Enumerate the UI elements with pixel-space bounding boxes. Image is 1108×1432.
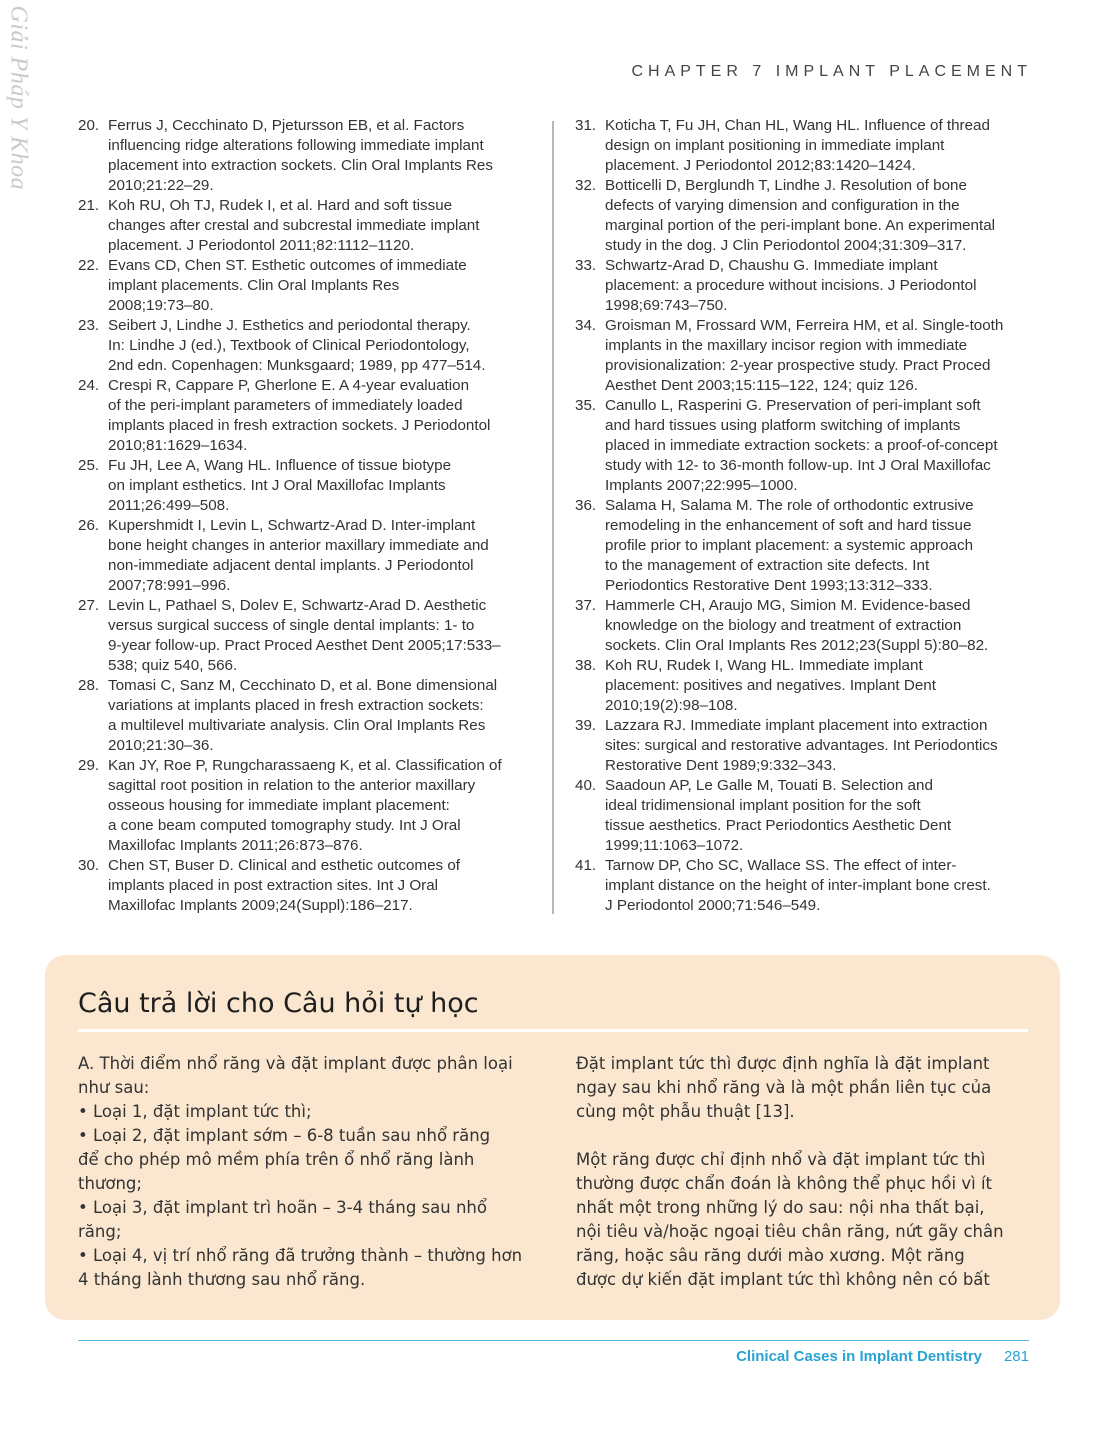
reference-item [78, 256, 538, 316]
reference-item [78, 516, 538, 596]
reference-text [605, 656, 1040, 716]
reference-line: Fu JH, Lee A, Wang HL. Influence of tissue biotype [108, 457, 452, 474]
reference-number: 30. [78, 857, 100, 874]
column-divider [552, 121, 554, 914]
reference-line: Kupershmidt I, Levin L, Schwartz-Arad D. Inter-implant [108, 517, 476, 534]
reference-line: placement: positives and negatives. Implant Dent [605, 677, 936, 694]
reference-line: sagittal root position in relation to the anterior maxillary [108, 777, 476, 794]
answers-title: Câu trả lời cho Câu hỏi tự học [78, 988, 479, 1019]
reference-line: In: Lindhe J (ed.), Textbook of Clinical Periodontology, [108, 337, 470, 354]
reference-line: 2010;21:22–29. [108, 177, 214, 194]
reference-line: 2010;19(2):98–108. [605, 697, 738, 714]
reference-line: Lazzara RJ. Immediate implant placement into extraction [605, 717, 988, 734]
reference-item [78, 116, 538, 196]
reference-number: 35. [575, 397, 597, 414]
reference-line: Chen ST, Buser D. Clinical and esthetic outcomes of [108, 857, 461, 874]
reference-item [575, 656, 1040, 716]
reference-number: 40. [575, 777, 597, 794]
reference-line: Hammerle CH, Araujo MG, Simion M. Evidence-based [605, 597, 971, 614]
reference-line: design on implant positioning in immediate implant [605, 137, 945, 154]
reference-number: 33. [575, 257, 597, 274]
reference-line: placed in immediate extraction sockets: a proof-of-concept [605, 437, 998, 454]
reference-text [605, 856, 1040, 916]
answer-line: thương; [78, 1174, 142, 1193]
reference-number: 32. [575, 177, 597, 194]
reference-number: 38. [575, 657, 597, 674]
reference-item [575, 316, 1040, 396]
reference-item [575, 396, 1040, 496]
reference-line: marginal portion of the peri-implant bone. An experimental [605, 217, 996, 234]
reference-line: implants in the maxillary incisor region with immediate [605, 337, 968, 354]
reference-line: 2011;26:499–508. [108, 497, 230, 514]
answer-line: Đặt implant tức thì được định nghĩa là đặt implant [576, 1054, 990, 1073]
reference-line: Periodontics Restorative Dent 1993;13:312–333. [605, 577, 933, 594]
reference-line: sites: surgical and restorative advantages. Int Periodontics [605, 737, 998, 754]
references-left-column [78, 116, 538, 916]
reference-item [78, 316, 538, 376]
reference-line: variations at implants placed in fresh extraction sockets: [108, 697, 484, 714]
answer-line: • Loại 3, đặt implant trì hoãn – 3-4 tháng sau nhổ [78, 1198, 487, 1217]
reference-line: changes after crestal and subcrestal immediate implant [108, 217, 480, 234]
reference-line: Crespi R, Cappare P, Gherlone E. A 4-year evaluation [108, 377, 470, 394]
answer-line: Một răng được chỉ định nhổ và đặt implant tức thì [576, 1150, 986, 1169]
reference-item [78, 456, 538, 516]
reference-text [605, 396, 1040, 496]
reference-line: remodeling in the enhancement of soft and hard tissue [605, 517, 972, 534]
reference-number: 21. [78, 197, 100, 214]
watermark [0, 5, 40, 191]
reference-line: sockets. Clin Oral Implants Res 2012;23(Suppl 5):80–82. [605, 637, 989, 654]
reference-line: implants placed in post extraction sites. Int J Oral [108, 877, 439, 894]
reference-line: implant placements. Clin Oral Implants Res [108, 277, 400, 294]
reference-item [78, 196, 538, 256]
reference-line: 1998;69:743–750. [605, 297, 728, 314]
reference-line: 538; quiz 540, 566. [108, 657, 238, 674]
reference-line: a cone beam computed tomography study. Int J Oral [108, 817, 461, 834]
reference-line: Tarnow DP, Cho SC, Wallace SS. The effect of inter- [605, 857, 957, 874]
reference-line: placement. J Periodontol 2012;83:1420–1424. [605, 157, 916, 174]
reference-line: on implant esthetics. Int J Oral Maxillofac Implants [108, 477, 446, 494]
reference-text [605, 176, 1040, 256]
answer-line: thường được chẩn đoán là không thể phục hồi vì ít [576, 1174, 993, 1193]
reference-text [605, 496, 1040, 596]
reference-line: Maxillofac Implants 2009;24(Suppl):186–217. [108, 897, 413, 914]
reference-item [575, 176, 1040, 256]
reference-line: Tomasi C, Sanz M, Cecchinato D, et al. Bone dimensional [108, 677, 498, 694]
reference-line: tissue aesthetics. Pract Periodontics Aesthetic Dent [605, 817, 952, 834]
reference-item [78, 756, 538, 856]
answer-line: được dự kiến đặt implant tức thì không nên có bất [576, 1270, 990, 1289]
reference-item [575, 716, 1040, 776]
reference-line: Groisman M, Frossard WM, Ferreira HM, et al. Single-tooth [605, 317, 1004, 334]
reference-text [108, 316, 538, 376]
reference-text [108, 516, 538, 596]
reference-line: versus surgical success of single dental implants: 1- to [108, 617, 475, 634]
reference-text [108, 596, 538, 676]
reference-line: ideal tridimensional implant position for the soft [605, 797, 921, 814]
reference-line: influencing ridge alterations following immediate implant [108, 137, 484, 154]
reference-line: Ferrus J, Cecchinato D, Pjetursson EB, et al. Factors [108, 117, 465, 134]
reference-text [108, 676, 538, 756]
reference-line: placement. J Periodontol 2011;82:1112–1120. [108, 237, 415, 254]
answer-line: cùng một phẫu thuật [13]. [576, 1102, 795, 1121]
reference-number: 29. [78, 757, 100, 774]
reference-line: implant distance on the height of inter-implant bone crest. [605, 877, 991, 894]
reference-line: Salama H, Salama M. The role of orthodontic extrusive [605, 497, 974, 514]
reference-item [78, 676, 538, 756]
reference-line: Canullo L, Rasperini G. Preservation of peri-implant soft [605, 397, 981, 414]
reference-item [575, 496, 1040, 596]
answer-line: nhất một trong những lý do sau: nội nha thất bại, [576, 1198, 985, 1217]
reference-line: and hard tissues using platform switching of implants [605, 417, 961, 434]
footer-journal-title: Clinical Cases in Implant Dentistry [736, 1348, 982, 1365]
reference-line: 2010;81:1629–1634. [108, 437, 248, 454]
reference-number: 41. [575, 857, 597, 874]
reference-line: Evans CD, Chen ST. Esthetic outcomes of immediate [108, 257, 467, 274]
reference-text [605, 256, 1040, 316]
answer-line: ngay sau khi nhổ răng và là một phần liên tục của [576, 1078, 992, 1097]
reference-line: Koticha T, Fu JH, Chan HL, Wang HL. Influence of thread [605, 117, 990, 134]
reference-line: knowledge on the biology and treatment of extraction [605, 617, 962, 634]
reference-line: 2007;78:991–996. [108, 577, 231, 594]
answer-line: răng, hoặc sâu răng dưới mào xương. Một răng [576, 1246, 965, 1265]
reference-item [575, 776, 1040, 856]
reference-line: 2008;19:73–80. [108, 297, 214, 314]
reference-text [605, 716, 1040, 776]
reference-line: Botticelli D, Berglundh T, Lindhe J. Resolution of bone [605, 177, 967, 194]
reference-number: 36. [575, 497, 597, 514]
reference-line: a multilevel multivariate analysis. Clin Oral Implants Res [108, 717, 486, 734]
reference-text [108, 376, 538, 456]
reference-item [575, 596, 1040, 656]
footer-rule [78, 1340, 1029, 1341]
reference-line: 2nd edn. Copenhagen: Munksgaard; 1989, pp 477–514. [108, 357, 486, 374]
reference-number: 31. [575, 117, 597, 134]
chapter-header: CHAPTER 7 IMPLANT PLACEMENT [631, 63, 1032, 80]
reference-line: provisionalization: 2-year prospective study. Pract Proced [605, 357, 991, 374]
answer-line: A. Thời điểm nhổ răng và đặt implant được phân loại [78, 1054, 513, 1073]
reference-line: study in the dog. J Clin Periodontol 2004;31:309–317. [605, 237, 967, 254]
answer-line: để cho phép mô mềm phía trên ổ nhổ răng lành [78, 1150, 475, 1169]
reference-item [575, 256, 1040, 316]
reference-line: Kan JY, Roe P, Rungcharassaeng K, et al. Classification of [108, 757, 502, 774]
watermark-text: Giải Pháp Y Khoa [5, 5, 32, 191]
reference-number: 28. [78, 677, 100, 694]
reference-line: non-immediate adjacent dental implants. J Periodontol [108, 557, 474, 574]
reference-number: 24. [78, 377, 100, 394]
reference-line: Koh RU, Oh TJ, Rudek I, et al. Hard and soft tissue [108, 197, 453, 214]
reference-text [108, 456, 538, 516]
reference-line: Implants 2007;22:995–1000. [605, 477, 798, 494]
reference-line: study with 12- to 36-month follow-up. Int J Oral Maxillofac [605, 457, 991, 474]
reference-line: placement into extraction sockets. Clin Oral Implants Res [108, 157, 493, 174]
answers-column-1 [78, 1052, 523, 1292]
reference-line: Schwartz-Arad D, Chaushu G. Immediate implant [605, 257, 938, 274]
reference-line: of the peri-implant parameters of immediately loaded [108, 397, 463, 414]
reference-text [605, 596, 1040, 656]
reference-number: 25. [78, 457, 100, 474]
reference-line: 1999;11:1063–1072. [605, 837, 744, 854]
answer-line: 4 tháng lành thương sau nhổ răng. [78, 1270, 366, 1289]
reference-text [108, 116, 538, 196]
reference-text [108, 256, 538, 316]
reference-number: 23. [78, 317, 100, 334]
reference-text [108, 756, 538, 856]
reference-line: 9-year follow-up. Pract Proced Aesthet Dent 2005;17:533– [108, 637, 501, 654]
page-number: 281 [1003, 1348, 1029, 1365]
reference-number: 22. [78, 257, 100, 274]
references-right-column [575, 116, 1040, 916]
reference-line: Seibert J, Lindhe J. Esthetics and periodontal therapy. [108, 317, 471, 334]
answers-column-2 [576, 1052, 1021, 1292]
reference-item [78, 376, 538, 456]
reference-line: Levin L, Pathael S, Dolev E, Schwartz-Arad D. Aesthetic [108, 597, 487, 614]
reference-number: 39. [575, 717, 597, 734]
answer-line: như sau: [78, 1078, 150, 1097]
reference-line: J Periodontol 2000;71:546–549. [605, 897, 821, 914]
answers-divider [78, 1029, 1028, 1032]
reference-text [605, 116, 1040, 176]
answer-line: răng; [78, 1222, 122, 1241]
reference-line: implants placed in fresh extraction sockets. J Periodontol [108, 417, 491, 434]
reference-number: 34. [575, 317, 597, 334]
reference-line: Maxillofac Implants 2011;26:873–876. [108, 837, 363, 854]
answer-line: • Loại 1, đặt implant tức thì; [78, 1102, 312, 1121]
reference-line: to the management of extraction site defects. Int [605, 557, 930, 574]
answers-box [45, 955, 1060, 1320]
reference-text [108, 196, 538, 256]
reference-number: 37. [575, 597, 597, 614]
reference-text [605, 316, 1040, 396]
paragraph-gap [576, 1124, 1021, 1148]
reference-line: 2010;21:30–36. [108, 737, 214, 754]
reference-line: osseous housing for immediate implant placement: [108, 797, 450, 814]
answer-line: • Loại 2, đặt implant sớm – 6-8 tuần sau nhổ răng [78, 1126, 491, 1145]
reference-line: placement: a procedure without incisions. J Periodontol [605, 277, 977, 294]
answer-line: • Loại 4, vị trí nhổ răng đã trưởng thành – thường hơn [78, 1246, 523, 1265]
reference-item [575, 856, 1040, 916]
reference-line: bone height changes in anterior maxillary immediate and [108, 537, 489, 554]
reference-item [575, 116, 1040, 176]
reference-number: 20. [78, 117, 100, 134]
reference-line: Aesthet Dent 2003;15:115–122, 124; quiz 126. [605, 377, 918, 394]
reference-number: 26. [78, 517, 100, 534]
reference-line: profile prior to implant placement: a systemic approach [605, 537, 974, 554]
reference-line: Saadoun AP, Le Galle M, Touati B. Selection and [605, 777, 933, 794]
reference-number: 27. [78, 597, 100, 614]
reference-line: defects of varying dimension and configuration in the [605, 197, 960, 214]
reference-text [605, 776, 1040, 856]
reference-line: Restorative Dent 1989;9:332–343. [605, 757, 837, 774]
reference-text [108, 856, 538, 916]
reference-item [78, 596, 538, 676]
reference-line: Koh RU, Rudek I, Wang HL. Immediate implant [605, 657, 923, 674]
answer-line: nội tiêu và/hoặc ngoại tiêu chân răng, nứt gãy chân [576, 1222, 1004, 1241]
reference-item [78, 856, 538, 916]
